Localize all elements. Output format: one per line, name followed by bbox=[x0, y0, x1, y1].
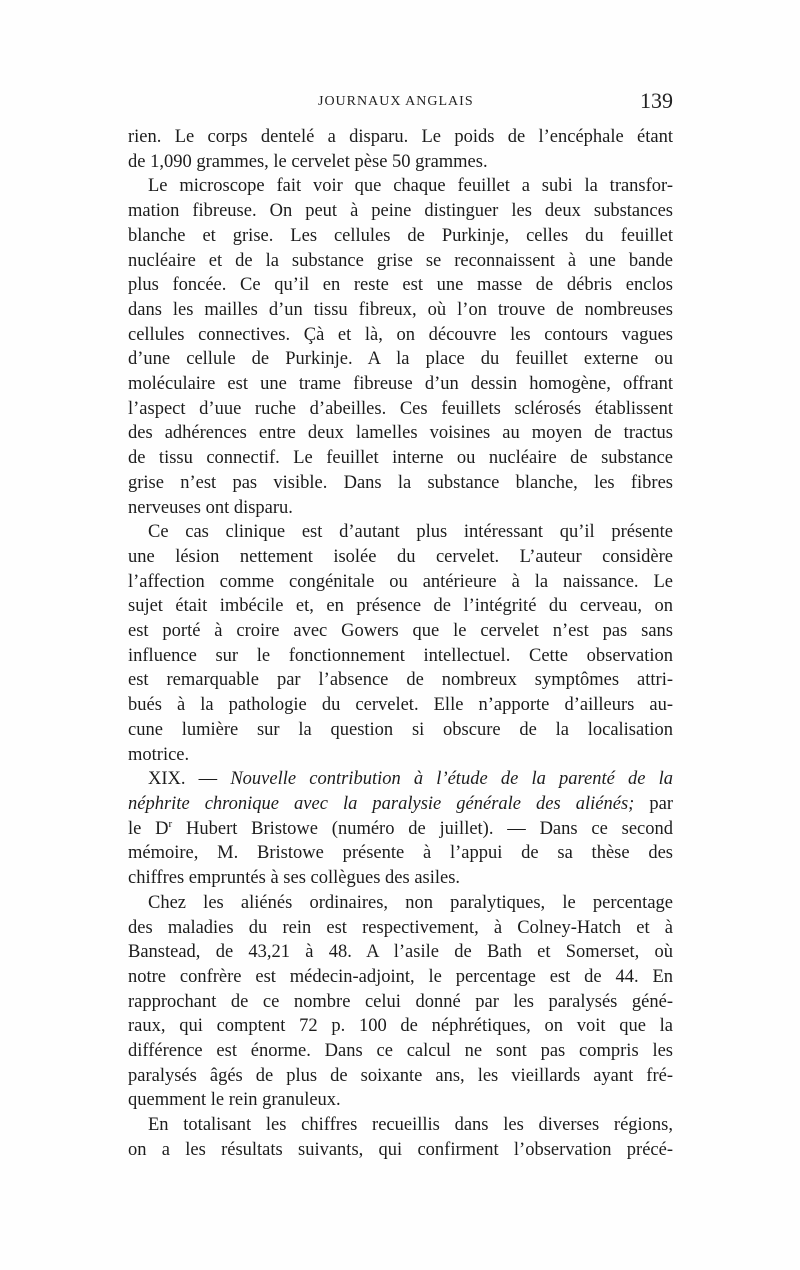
text-line: paralysés âgés de plus de soixante ans, les vieillards ayant fré- bbox=[128, 1065, 673, 1086]
text-line: motrice. bbox=[128, 744, 190, 765]
text-line: dans les mailles d’un tissu fibreux, où l’on trouve de nombreuses bbox=[128, 299, 673, 320]
author-and-source: Hubert Bristowe (numéro de juillet). — Dans ce second bbox=[186, 818, 673, 839]
text-line: quemment le rein granuleux. bbox=[128, 1090, 341, 1111]
text-line: chiffres empruntés à ses collègues des asiles. bbox=[128, 868, 461, 889]
text-line: rapprochant de ce nombre celui donné par les paralysés géné- bbox=[128, 991, 673, 1012]
text-line: nucléaire et de la substance grise se reconnaissent à une bande bbox=[128, 250, 673, 271]
text-line: grise n’est pas visible. Dans la substance blanche, les fibres bbox=[128, 472, 673, 493]
text-line: moléculaire est une trame fibreuse d’un dessin homogène, offrant bbox=[128, 374, 673, 395]
text-line: l’aspect d’uue ruche d’abeilles. Ces feuillets sclérosés établissent bbox=[128, 398, 673, 419]
text-line: mémoire, M. Bristowe présente à l’appui de sa thèse des bbox=[128, 843, 673, 864]
section-title-part-2: néphrite chronique avec la paralysie générale des aliénés; bbox=[128, 793, 635, 814]
text-line: l’affection comme congénitale ou antérieure à la naissance. Le bbox=[128, 571, 673, 592]
body-text bbox=[128, 125, 673, 1163]
text-line: bués à la pathologie du cervelet. Elle n’apporte d’ailleurs au- bbox=[128, 695, 673, 716]
page-header bbox=[128, 86, 673, 120]
text-line: notre confrère est médecin-adjoint, le percentage est de 44. En bbox=[128, 966, 673, 987]
text-line: on a les résultats suivants, qui confirment l’observation précé- bbox=[128, 1139, 673, 1160]
page-number: 139 bbox=[640, 88, 673, 113]
text-line: différence est énorme. Dans ce calcul ne sont pas compris les bbox=[128, 1041, 673, 1062]
text-line: Le microscope fait voir que chaque feuillet a subi la transfor- bbox=[148, 176, 673, 197]
doctor-abbrev-sup: r bbox=[168, 817, 173, 830]
text-line: Chez les aliénés ordinaires, non paralytiques, le percentage bbox=[148, 892, 673, 913]
text-line: cune lumière sur la question si obscure de la localisation bbox=[128, 719, 673, 740]
text-line: Banstead, de 43,21 à 48. A l’asile de Bath et Somerset, où bbox=[128, 942, 673, 963]
text-line: est porté à croire avec Gowers que le cervelet n’est pas sans bbox=[128, 621, 673, 642]
text-line: de tissu connectif. Le feuillet interne ou nucléaire de substance bbox=[128, 448, 673, 469]
running-head: JOURNAUX ANGLAIS bbox=[318, 94, 474, 109]
section-byline-par: par bbox=[649, 793, 673, 814]
section-number: XIX. — bbox=[148, 769, 218, 790]
text-line: une lésion nettement isolée du cervelet. L’auteur considère bbox=[128, 546, 673, 567]
text-line: rien. Le corps dentelé a disparu. Le poids de l’encéphale étant bbox=[128, 127, 673, 147]
section-heading-line-2 bbox=[128, 792, 673, 817]
text-line: influence sur le fonctionnement intellectuel. Cette observation bbox=[128, 645, 673, 666]
text-line: des maladies du rein est respectivement, à Colney-Hatch et à bbox=[128, 917, 673, 938]
text-line: mation fibreuse. On peut à peine distinguer les deux substances bbox=[128, 201, 673, 222]
text-line: sujet était imbécile et, en présence de l’intégrité du cerveau, on bbox=[128, 596, 673, 617]
section-heading-line-3 bbox=[128, 817, 673, 842]
text-line: plus foncée. Ce qu’il en reste est une masse de débris enclos bbox=[128, 275, 673, 296]
paragraphs-part-1 bbox=[128, 125, 673, 767]
text-line: de 1,090 grammes, le cervelet pèse 50 grammes. bbox=[128, 151, 488, 172]
text-line: nerveuses ont disparu. bbox=[128, 497, 293, 518]
text-line: d’une cellule de Purkinje. A la place du feuillet externe ou bbox=[128, 349, 673, 370]
section-title-part-1: Nouvelle contribution à l’étude de la parenté de la bbox=[230, 769, 673, 790]
text-line: cellules connectives. Çà et là, on découvre les contours vagues bbox=[128, 324, 673, 345]
text-line: des adhérences entre deux lamelles voisines au moyen de tractus bbox=[128, 423, 673, 444]
text-line: En totalisant les chiffres recueillis dans les diverses régions, bbox=[148, 1115, 673, 1136]
paragraphs-part-2 bbox=[128, 841, 673, 1162]
section-heading-line-1 bbox=[128, 767, 673, 792]
text-line: blanche et grise. Les cellules de Purkinje, celles du feuillet bbox=[128, 225, 673, 246]
text-line: est remarquable par l’absence de nombreux symptômes attri- bbox=[128, 670, 673, 691]
doctor-abbrev: le D bbox=[128, 818, 169, 839]
text-line: raux, qui comptent 72 p. 100 de néphrétiques, on voit que la bbox=[128, 1016, 673, 1037]
text-line: Ce cas clinique est d’autant plus intéressant qu’il présente bbox=[148, 522, 673, 543]
